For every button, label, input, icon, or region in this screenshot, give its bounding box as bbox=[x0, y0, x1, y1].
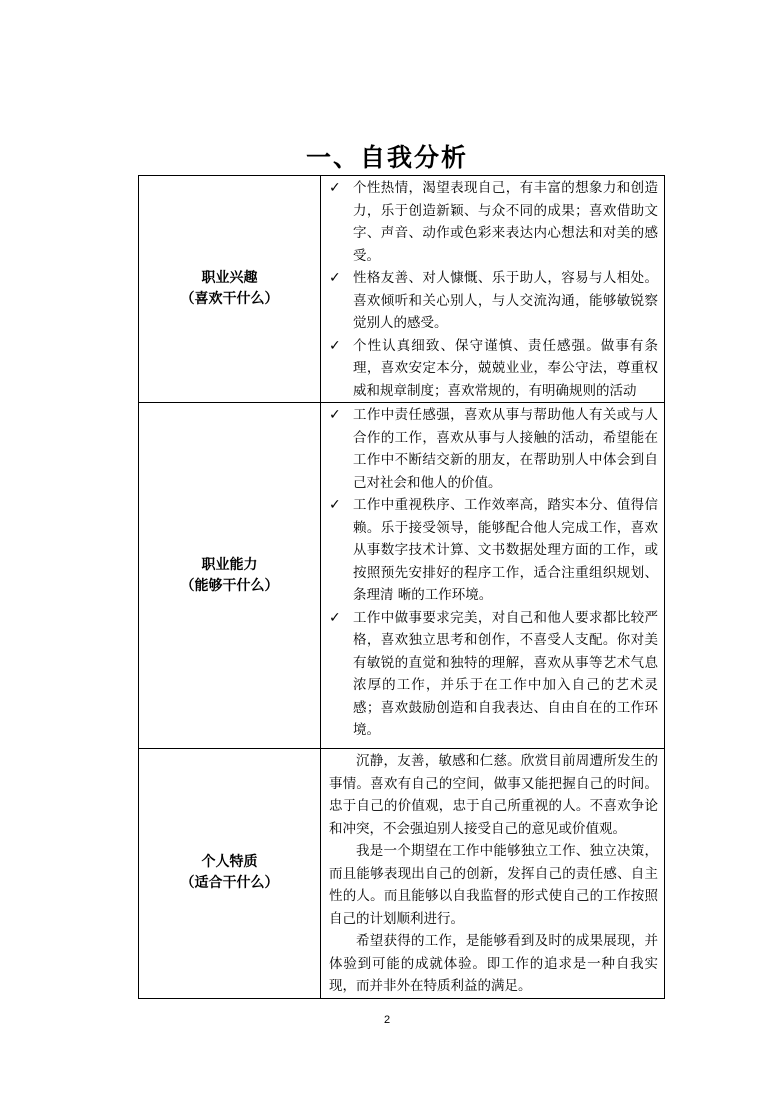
row-label-title: 职业能力 bbox=[201, 556, 258, 573]
list-item-text: 个性热情，渴望表现自己，有丰富的想象力和创造力，乐于创造新颖、与众不同的成果；喜欢借助文字、声音、动作或色彩来表达内心想法和对美的感受。 bbox=[353, 180, 658, 264]
self-analysis-table bbox=[138, 175, 665, 999]
checkmark-icon: ✓ bbox=[329, 609, 341, 626]
row-label-traits bbox=[139, 749, 321, 999]
list-item-text: 性格友善、对人慷慨、乐于助人，容易与人相处。喜欢倾听和关心别人，与人交流沟通，能够敏锐察觉别人的感受。 bbox=[353, 270, 658, 331]
paragraph: 我是一个期望在工作中能够独立工作、独立决策，而且能够表现出自己的创新，发挥自己的责任感、自主性的人。而且能够以自我监督的形式使自己的工作按照自己的计划顺利进行。 bbox=[329, 843, 658, 927]
row-label-subtitle: （能够干什么） bbox=[180, 577, 279, 594]
paragraph: 希望获得的工作，是能够看到及时的成果展现，并体验到可能的成就体验。即工作的追求是一种自我实现，而并非外在特质利益的满足。 bbox=[329, 933, 658, 994]
list-item bbox=[321, 177, 664, 267]
list-item-text: 工作中责任感强，喜欢从事与帮助他人有关或与人合作的工作，喜欢从事与人接触的活动，希望能在工作中不断结交新的朋友，在帮助别人中体会到自己对社会和他人的价值。 bbox=[353, 407, 658, 491]
list-item-text: 工作中重视秩序、工作效率高，踏实本分、值得信赖。乐于接受领导，能够配合他人完成工作，喜欢从事数字技术计算、文书数据处理方面的工作，或按照预先安排好的程序工作，适合注重组织规划、条理清 晰的工作环境。 bbox=[353, 497, 658, 603]
paragraph: 沉静，友善，敏感和仁慈。欣赏目前周遭所发生的事情。喜欢有自己的空间，做事又能把握自己的时间。忠于自己的价值观，忠于自己所重视的人。不喜欢争论和冲突，不会强迫别人接受自己的意见或价值观。 bbox=[329, 753, 658, 837]
row-label-interest bbox=[139, 176, 321, 403]
list-item bbox=[321, 494, 664, 607]
row-content-ability bbox=[321, 403, 665, 749]
table-row-interest bbox=[139, 176, 665, 403]
row-label-subtitle: （适合干什么） bbox=[180, 875, 279, 892]
page-title: 一、自我分析 bbox=[305, 143, 468, 172]
row-content-interest bbox=[321, 176, 665, 403]
list-item bbox=[321, 267, 664, 335]
list-item-text: 个性认真细致、保守谨慎、责任感强。做事有条理，喜欢安定本分，兢兢业业，奉公守法，尊重权威和规章制度；喜欢常规的，有明确规则的活动 bbox=[353, 337, 658, 399]
list-item bbox=[321, 607, 664, 742]
list-item-text: 工作中做事要求完美，对自己和他人要求都比较严格，喜欢独立思考和创作，不喜受人支配。你对美 有敏锐的直觉和独特的理解，喜欢从事等艺术气息浓厚的工作，并乐于在工作中加入自己的艺术灵感；喜欢鼓励创造和自我表达、自由自在的工作环境。 bbox=[353, 609, 658, 738]
list-item bbox=[321, 404, 664, 494]
row-content-traits bbox=[321, 749, 665, 999]
page-number: 2 bbox=[383, 1014, 391, 1026]
checkmark-icon: ✓ bbox=[329, 270, 341, 286]
table-row-ability bbox=[139, 403, 665, 749]
checkmark-icon: ✓ bbox=[329, 337, 341, 354]
list-item bbox=[321, 335, 664, 403]
row-label-ability bbox=[139, 403, 321, 749]
checkmark-icon: ✓ bbox=[329, 497, 341, 513]
checkmark-icon: ✓ bbox=[329, 407, 341, 423]
table-row-traits bbox=[139, 749, 665, 999]
row-label-subtitle: （喜欢干什么） bbox=[180, 291, 279, 307]
checkmark-icon: ✓ bbox=[329, 180, 341, 196]
row-label-title: 个人特质 bbox=[201, 854, 258, 871]
row-label-title: 职业兴趣 bbox=[201, 270, 258, 286]
